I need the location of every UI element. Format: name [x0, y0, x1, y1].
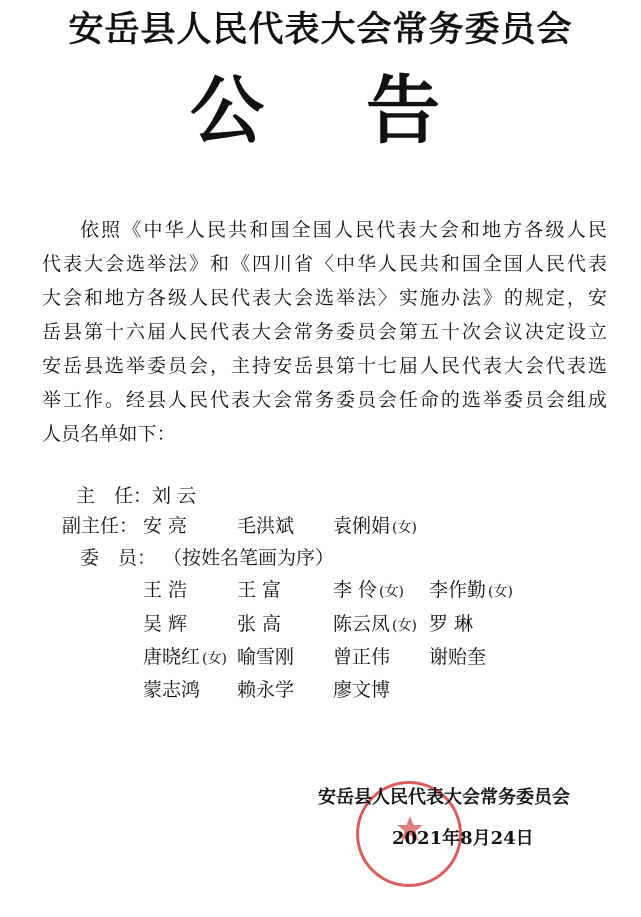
deputy-label: 副主任： [62, 515, 139, 537]
member-name: 蒙志鸿 [143, 679, 201, 701]
female-note: (女) [379, 584, 404, 600]
member-name: 吴 辉 [143, 613, 188, 635]
female-note: (女) [488, 584, 513, 600]
member-name: 谢贻奎 [429, 646, 487, 668]
female-note: (女) [392, 520, 417, 536]
issuing-organization: 安岳县人民代表大会常务委员会 [318, 787, 570, 808]
member-name: 曾正伟 [333, 646, 391, 668]
member-name: 廖文博 [333, 679, 391, 701]
director-label: 主 任： [76, 485, 153, 507]
issue-date: 2021年8月24日 [392, 828, 534, 849]
paragraph-line: 代表大会选举法》和《四川省〈中华人民共和国全国人民代表 [42, 253, 607, 275]
member-name: 陈云凤 (女) [333, 608, 417, 642]
member-name: 张 高 [237, 613, 282, 635]
paragraph-line: 大会和地方各级人民代表大会选举法〉实施办法》的规定，安 [42, 287, 607, 309]
members-label: 委 员： [80, 547, 157, 569]
member-name: 王 富 [237, 579, 282, 601]
page-title: 安岳县人民代表大会常务委员会 [68, 9, 573, 50]
announcement-heading [190, 68, 450, 154]
member-name: 罗 琳 [429, 613, 474, 635]
heading-char-1: 公 [190, 68, 264, 154]
member-name: 李 伶 (女) [333, 574, 404, 608]
members-order-note: （按姓名笔画为序） [163, 547, 335, 569]
member-name: 唐晓红 (女) [143, 641, 227, 675]
paragraph-line: 举工作。经县人民代表大会常务委员会任命的选举委员会组成 [42, 389, 607, 411]
female-note: (女) [202, 651, 227, 667]
director-name: 刘 云 [152, 485, 197, 507]
heading-char-2: 告 [366, 68, 440, 154]
deputy-name: 安 亮 [143, 515, 188, 537]
female-note: (女) [392, 618, 417, 634]
member-name: 赖永学 [237, 679, 295, 701]
body-paragraph [42, 213, 607, 451]
deputy-name: 袁俐娟 (女) [333, 510, 417, 544]
paragraph-line: 安岳县选举委员会，主持安岳县第十七届人民代表大会代表选 [42, 355, 607, 377]
paragraph-line: 依照《中华人民共和国全国人民代表大会和地方各级人民 [80, 219, 607, 241]
member-name: 王 浩 [143, 579, 188, 601]
deputy-name: 毛洪斌 [237, 515, 295, 537]
member-name: 李作勤 (女) [429, 574, 513, 608]
member-name: 喻雪刚 [237, 646, 295, 668]
director-row [76, 480, 196, 512]
paragraph-line: 人员名单如下： [42, 423, 176, 445]
paragraph-line: 岳县第十六届人民代表大会常务委员会第五十次会议决定设立 [42, 321, 607, 343]
